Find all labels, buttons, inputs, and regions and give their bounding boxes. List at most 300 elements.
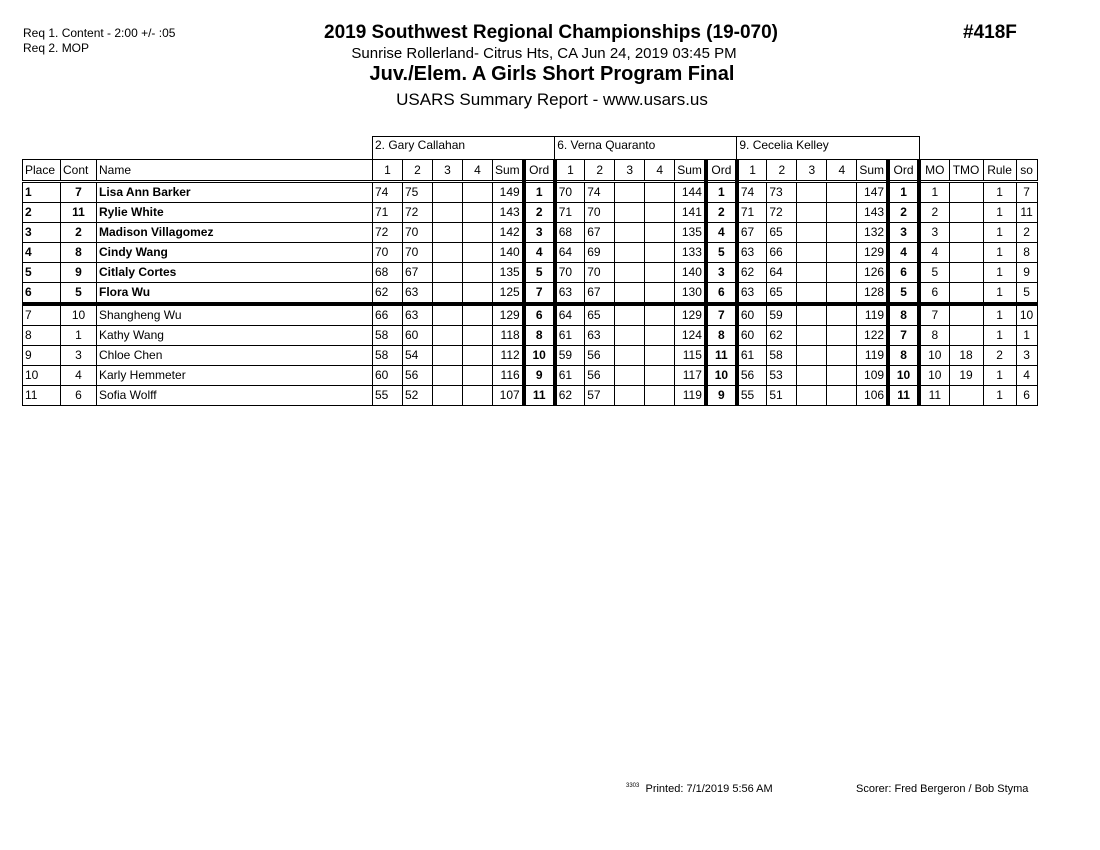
- j2-score-2-cell: 70: [585, 203, 615, 223]
- place-cell: 10: [23, 366, 61, 386]
- event-title: Juv./Elem. A Girls Short Program Final: [369, 63, 735, 85]
- so-cell: 6: [1016, 386, 1037, 406]
- j2-sum-cell: 119: [675, 386, 706, 406]
- cont-cell: 8: [61, 243, 97, 263]
- tmo-cell: [949, 283, 983, 305]
- j2-score-2-cell: 74: [585, 182, 615, 203]
- printed-info: [626, 783, 773, 795]
- tmo-cell: [949, 263, 983, 283]
- j2-sum-cell: 115: [675, 346, 706, 366]
- j2-score-4-cell: [645, 326, 675, 346]
- j2-score-1-cell: 61: [555, 366, 585, 386]
- j3-ord-cell: 8: [888, 304, 919, 326]
- j3-score-2-cell: 65: [767, 283, 797, 305]
- report-title: USARS Summary Report - www.usars.us: [396, 90, 708, 109]
- j3-sum-cell: 126: [857, 263, 888, 283]
- so-cell: 2: [1016, 223, 1037, 243]
- j3-score-4-cell: [827, 203, 857, 223]
- cont-cell: 5: [61, 283, 97, 305]
- j1-score-1-cell: 74: [373, 182, 403, 203]
- j2-sum-cell: 124: [675, 326, 706, 346]
- j2-sum-cell: 144: [675, 182, 706, 203]
- j2-sum-cell: 129: [675, 304, 706, 326]
- j3-score-3-cell: [797, 182, 827, 203]
- j1-score-1-cell: 68: [373, 263, 403, 283]
- j2-score-4-cell: [645, 304, 675, 326]
- j2-score-4-cell: [645, 182, 675, 203]
- so-cell: 4: [1016, 366, 1037, 386]
- rule-cell: 1: [983, 283, 1016, 305]
- mo-cell: 1: [919, 182, 949, 203]
- j3-score-1-cell: 62: [737, 263, 767, 283]
- j1-score-1-cell: 58: [373, 346, 403, 366]
- place-cell: 2: [23, 203, 61, 223]
- j1-ord-cell: 5: [524, 263, 555, 283]
- j3-sum-cell: 106: [857, 386, 888, 406]
- j1-ord-cell: 9: [524, 366, 555, 386]
- j2-score-2-cell: 69: [585, 243, 615, 263]
- place-cell: 11: [23, 386, 61, 406]
- so-cell: 7: [1016, 182, 1037, 203]
- col-so: so: [1016, 160, 1037, 182]
- j1-sum-cell: 125: [493, 283, 524, 305]
- j3-ord-cell: 7: [888, 326, 919, 346]
- cont-cell: 2: [61, 223, 97, 243]
- col-j2-sum: Sum: [675, 160, 706, 182]
- j3-score-4-cell: [827, 304, 857, 326]
- rule-cell: 1: [983, 243, 1016, 263]
- venue-date: Sunrise Rollerland- Citrus Hts, CA Jun 24, 2019 03:45 PM: [351, 45, 737, 62]
- name-cell: Cindy Wang: [97, 243, 373, 263]
- col-j3-2: 2: [767, 160, 797, 182]
- j1-score-3-cell: [433, 366, 463, 386]
- name-cell: Chloe Chen: [97, 346, 373, 366]
- place-cell: 9: [23, 346, 61, 366]
- col-tmo: TMO: [949, 160, 983, 182]
- rule-cell: 2: [983, 346, 1016, 366]
- rule-cell: 1: [983, 182, 1016, 203]
- table-row: [23, 223, 1038, 243]
- place-cell: 4: [23, 243, 61, 263]
- col-rule: Rule: [983, 160, 1016, 182]
- j2-score-4-cell: [645, 263, 675, 283]
- col-j2-1: 1: [555, 160, 585, 182]
- j2-score-1-cell: 63: [555, 283, 585, 305]
- table-row: [23, 326, 1038, 346]
- j2-score-2-cell: 70: [585, 263, 615, 283]
- j2-score-1-cell: 68: [555, 223, 585, 243]
- j2-score-2-cell: 67: [585, 283, 615, 305]
- place-cell: 1: [23, 182, 61, 203]
- j2-score-3-cell: [615, 346, 645, 366]
- table-row: [23, 243, 1038, 263]
- j2-ord-cell: 9: [706, 386, 737, 406]
- j3-ord-cell: 1: [888, 182, 919, 203]
- j1-score-3-cell: [433, 223, 463, 243]
- j3-ord-cell: 8: [888, 346, 919, 366]
- j3-ord-cell: 6: [888, 263, 919, 283]
- rule-cell: 1: [983, 326, 1016, 346]
- j2-ord-cell: 4: [706, 223, 737, 243]
- printed-date: Printed: 7/1/2019 5:56 AM: [645, 783, 773, 795]
- tmo-cell: [949, 182, 983, 203]
- j3-score-2-cell: 65: [767, 223, 797, 243]
- judge-2-name: 6. Verna Quaranto: [555, 137, 737, 160]
- j3-score-2-cell: 64: [767, 263, 797, 283]
- rule-cell: 1: [983, 386, 1016, 406]
- j3-score-3-cell: [797, 223, 827, 243]
- so-cell: 3: [1016, 346, 1037, 366]
- j3-score-3-cell: [797, 263, 827, 283]
- j1-score-1-cell: 70: [373, 243, 403, 263]
- table-row: [23, 283, 1038, 305]
- j1-score-2-cell: 75: [403, 182, 433, 203]
- col-j1-sum: Sum: [493, 160, 524, 182]
- j1-sum-cell: 116: [493, 366, 524, 386]
- judge-3-name: 9. Cecelia Kelley: [737, 137, 919, 160]
- j1-score-1-cell: 58: [373, 326, 403, 346]
- j1-score-1-cell: 60: [373, 366, 403, 386]
- j1-score-2-cell: 70: [403, 223, 433, 243]
- j3-score-2-cell: 53: [767, 366, 797, 386]
- cont-cell: 4: [61, 366, 97, 386]
- j3-ord-cell: 2: [888, 203, 919, 223]
- j2-score-2-cell: 67: [585, 223, 615, 243]
- j1-score-4-cell: [463, 304, 493, 326]
- j1-sum-cell: 149: [493, 182, 524, 203]
- j2-ord-cell: 11: [706, 346, 737, 366]
- col-j3-1: 1: [737, 160, 767, 182]
- j3-score-2-cell: 66: [767, 243, 797, 263]
- j3-score-1-cell: 74: [737, 182, 767, 203]
- j3-score-2-cell: 62: [767, 326, 797, 346]
- j1-score-4-cell: [463, 182, 493, 203]
- mo-cell: 5: [919, 263, 949, 283]
- j2-score-2-cell: 57: [585, 386, 615, 406]
- j1-score-2-cell: 72: [403, 203, 433, 223]
- col-j1-3: 3: [433, 160, 463, 182]
- j3-ord-cell: 3: [888, 223, 919, 243]
- j1-sum-cell: 112: [493, 346, 524, 366]
- j1-score-4-cell: [463, 326, 493, 346]
- col-j1-4: 4: [463, 160, 493, 182]
- j2-score-4-cell: [645, 223, 675, 243]
- mo-cell: 10: [919, 346, 949, 366]
- cont-cell: 1: [61, 326, 97, 346]
- j2-ord-cell: 7: [706, 304, 737, 326]
- requirement-1: Req 1. Content - 2:00 +/- :05: [23, 26, 176, 40]
- j1-score-1-cell: 55: [373, 386, 403, 406]
- j2-ord-cell: 5: [706, 243, 737, 263]
- tmo-cell: [949, 203, 983, 223]
- j2-score-3-cell: [615, 203, 645, 223]
- j1-score-1-cell: 66: [373, 304, 403, 326]
- j1-score-2-cell: 67: [403, 263, 433, 283]
- j3-score-1-cell: 67: [737, 223, 767, 243]
- j3-score-1-cell: 60: [737, 304, 767, 326]
- j3-score-1-cell: 63: [737, 283, 767, 305]
- table-row: [23, 386, 1038, 406]
- j2-score-2-cell: 56: [585, 366, 615, 386]
- col-j3-3: 3: [797, 160, 827, 182]
- j2-ord-cell: 8: [706, 326, 737, 346]
- requirement-2: Req 2. MOP: [23, 41, 90, 55]
- so-cell: 5: [1016, 283, 1037, 305]
- j2-score-3-cell: [615, 386, 645, 406]
- j2-sum-cell: 141: [675, 203, 706, 223]
- j1-score-3-cell: [433, 326, 463, 346]
- j1-score-2-cell: 60: [403, 326, 433, 346]
- j2-score-1-cell: 62: [555, 386, 585, 406]
- j1-score-4-cell: [463, 263, 493, 283]
- col-j2-4: 4: [645, 160, 675, 182]
- j1-score-4-cell: [463, 283, 493, 305]
- j2-sum-cell: 133: [675, 243, 706, 263]
- j2-score-4-cell: [645, 203, 675, 223]
- j3-ord-cell: 5: [888, 283, 919, 305]
- j3-score-1-cell: 63: [737, 243, 767, 263]
- so-cell: 10: [1016, 304, 1037, 326]
- j3-score-4-cell: [827, 223, 857, 243]
- j1-ord-cell: 6: [524, 304, 555, 326]
- j1-score-3-cell: [433, 203, 463, 223]
- j2-ord-cell: 10: [706, 366, 737, 386]
- j2-score-4-cell: [645, 366, 675, 386]
- table-row: [23, 182, 1038, 203]
- tmo-cell: [949, 304, 983, 326]
- mo-cell: 10: [919, 366, 949, 386]
- j3-score-4-cell: [827, 243, 857, 263]
- j3-score-2-cell: 59: [767, 304, 797, 326]
- mo-cell: 8: [919, 326, 949, 346]
- j2-score-3-cell: [615, 326, 645, 346]
- j1-score-1-cell: 71: [373, 203, 403, 223]
- tmo-cell: 18: [949, 346, 983, 366]
- col-place: Place: [23, 160, 61, 182]
- rule-cell: 1: [983, 304, 1016, 326]
- place-cell: 5: [23, 263, 61, 283]
- j2-score-1-cell: 64: [555, 304, 585, 326]
- cont-cell: 11: [61, 203, 97, 223]
- j1-sum-cell: 140: [493, 243, 524, 263]
- j2-score-4-cell: [645, 283, 675, 305]
- col-j3-sum: Sum: [857, 160, 888, 182]
- table-row: [23, 203, 1038, 223]
- j1-ord-cell: 11: [524, 386, 555, 406]
- j1-sum-cell: 118: [493, 326, 524, 346]
- j1-ord-cell: 10: [524, 346, 555, 366]
- j2-score-3-cell: [615, 304, 645, 326]
- cont-cell: 3: [61, 346, 97, 366]
- j2-score-3-cell: [615, 283, 645, 305]
- j2-score-3-cell: [615, 243, 645, 263]
- col-j2-3: 3: [615, 160, 645, 182]
- tmo-cell: [949, 326, 983, 346]
- j1-score-2-cell: 63: [403, 283, 433, 305]
- j2-score-2-cell: 56: [585, 346, 615, 366]
- j2-sum-cell: 135: [675, 223, 706, 243]
- col-j1-2: 2: [403, 160, 433, 182]
- j1-score-1-cell: 62: [373, 283, 403, 305]
- j1-ord-cell: 7: [524, 283, 555, 305]
- mo-cell: 4: [919, 243, 949, 263]
- j2-ord-cell: 6: [706, 283, 737, 305]
- j1-score-3-cell: [433, 243, 463, 263]
- j3-ord-cell: 11: [888, 386, 919, 406]
- tmo-cell: [949, 223, 983, 243]
- j3-score-3-cell: [797, 386, 827, 406]
- j1-score-2-cell: 56: [403, 366, 433, 386]
- j1-score-4-cell: [463, 203, 493, 223]
- j3-score-3-cell: [797, 346, 827, 366]
- j2-score-4-cell: [645, 346, 675, 366]
- j3-score-3-cell: [797, 283, 827, 305]
- j3-score-1-cell: 55: [737, 386, 767, 406]
- event-number: #418F: [963, 22, 1017, 43]
- j3-score-4-cell: [827, 386, 857, 406]
- j3-score-4-cell: [827, 326, 857, 346]
- name-cell: Madison Villagomez: [97, 223, 373, 243]
- competition-title: 2019 Southwest Regional Championships (19-070): [324, 22, 778, 43]
- mo-cell: 3: [919, 223, 949, 243]
- j1-sum-cell: 143: [493, 203, 524, 223]
- j3-score-1-cell: 71: [737, 203, 767, 223]
- mo-cell: 2: [919, 203, 949, 223]
- j3-score-2-cell: 58: [767, 346, 797, 366]
- name-cell: Shangheng Wu: [97, 304, 373, 326]
- j3-score-4-cell: [827, 182, 857, 203]
- j1-score-4-cell: [463, 386, 493, 406]
- j1-score-3-cell: [433, 283, 463, 305]
- j3-sum-cell: 109: [857, 366, 888, 386]
- j1-sum-cell: 107: [493, 386, 524, 406]
- col-j3-4: 4: [827, 160, 857, 182]
- table-row: [23, 304, 1038, 326]
- j3-sum-cell: 119: [857, 346, 888, 366]
- j3-score-1-cell: 60: [737, 326, 767, 346]
- tmo-cell: [949, 386, 983, 406]
- table-row: [23, 346, 1038, 366]
- table-row: [23, 366, 1038, 386]
- j3-score-3-cell: [797, 326, 827, 346]
- j2-score-1-cell: 64: [555, 243, 585, 263]
- j2-score-1-cell: 71: [555, 203, 585, 223]
- j2-sum-cell: 130: [675, 283, 706, 305]
- judge-header-row: [23, 137, 1038, 160]
- col-j1-ord: Ord: [524, 160, 555, 182]
- j3-sum-cell: 132: [857, 223, 888, 243]
- j2-score-3-cell: [615, 366, 645, 386]
- scorer-info: Scorer: Fred Bergeron / Bob Styma: [856, 783, 1029, 795]
- j3-ord-cell: 4: [888, 243, 919, 263]
- name-cell: Sofia Wolff: [97, 386, 373, 406]
- mo-cell: 6: [919, 283, 949, 305]
- j2-score-3-cell: [615, 263, 645, 283]
- j1-score-3-cell: [433, 263, 463, 283]
- j3-score-1-cell: 61: [737, 346, 767, 366]
- j3-sum-cell: 147: [857, 182, 888, 203]
- j2-score-3-cell: [615, 182, 645, 203]
- j2-score-2-cell: 63: [585, 326, 615, 346]
- so-cell: 1: [1016, 326, 1037, 346]
- j1-score-4-cell: [463, 366, 493, 386]
- j3-score-1-cell: 56: [737, 366, 767, 386]
- j1-ord-cell: 3: [524, 223, 555, 243]
- j1-score-3-cell: [433, 182, 463, 203]
- tmo-cell: [949, 243, 983, 263]
- name-cell: Lisa Ann Barker: [97, 182, 373, 203]
- cont-cell: 7: [61, 182, 97, 203]
- j1-score-3-cell: [433, 346, 463, 366]
- column-header-row: [23, 160, 1038, 182]
- j3-score-2-cell: 72: [767, 203, 797, 223]
- table-row: [23, 263, 1038, 283]
- j1-score-4-cell: [463, 223, 493, 243]
- mo-cell: 7: [919, 304, 949, 326]
- j1-score-4-cell: [463, 346, 493, 366]
- j3-score-3-cell: [797, 243, 827, 263]
- j2-ord-cell: 3: [706, 263, 737, 283]
- report-code: 3303: [626, 783, 640, 789]
- j1-ord-cell: 8: [524, 326, 555, 346]
- so-cell: 11: [1016, 203, 1037, 223]
- j1-sum-cell: 135: [493, 263, 524, 283]
- so-cell: 9: [1016, 263, 1037, 283]
- j2-sum-cell: 117: [675, 366, 706, 386]
- rule-cell: 1: [983, 263, 1016, 283]
- col-j1-1: 1: [373, 160, 403, 182]
- j3-sum-cell: 143: [857, 203, 888, 223]
- col-cont: Cont: [61, 160, 97, 182]
- j3-sum-cell: 128: [857, 283, 888, 305]
- j3-score-3-cell: [797, 203, 827, 223]
- j3-score-4-cell: [827, 346, 857, 366]
- j3-sum-cell: 129: [857, 243, 888, 263]
- col-j2-2: 2: [585, 160, 615, 182]
- j3-score-3-cell: [797, 304, 827, 326]
- j2-ord-cell: 2: [706, 203, 737, 223]
- j1-sum-cell: 142: [493, 223, 524, 243]
- judge-1-name: 2. Gary Callahan: [373, 137, 555, 160]
- col-j2-ord: Ord: [706, 160, 737, 182]
- j1-ord-cell: 2: [524, 203, 555, 223]
- j3-score-3-cell: [797, 366, 827, 386]
- name-cell: Kathy Wang: [97, 326, 373, 346]
- j2-sum-cell: 140: [675, 263, 706, 283]
- j1-score-4-cell: [463, 243, 493, 263]
- j1-score-3-cell: [433, 304, 463, 326]
- j1-ord-cell: 1: [524, 182, 555, 203]
- j1-ord-cell: 4: [524, 243, 555, 263]
- place-cell: 7: [23, 304, 61, 326]
- place-cell: 8: [23, 326, 61, 346]
- j2-score-3-cell: [615, 223, 645, 243]
- name-cell: Flora Wu: [97, 283, 373, 305]
- place-cell: 6: [23, 283, 61, 305]
- j1-score-2-cell: 63: [403, 304, 433, 326]
- cont-cell: 6: [61, 386, 97, 406]
- j1-score-3-cell: [433, 386, 463, 406]
- name-cell: Citlaly Cortes: [97, 263, 373, 283]
- j3-score-4-cell: [827, 283, 857, 305]
- j3-sum-cell: 119: [857, 304, 888, 326]
- col-mo: MO: [919, 160, 949, 182]
- j3-score-4-cell: [827, 263, 857, 283]
- j2-score-1-cell: 70: [555, 182, 585, 203]
- j3-score-2-cell: 51: [767, 386, 797, 406]
- cont-cell: 10: [61, 304, 97, 326]
- j2-score-4-cell: [645, 386, 675, 406]
